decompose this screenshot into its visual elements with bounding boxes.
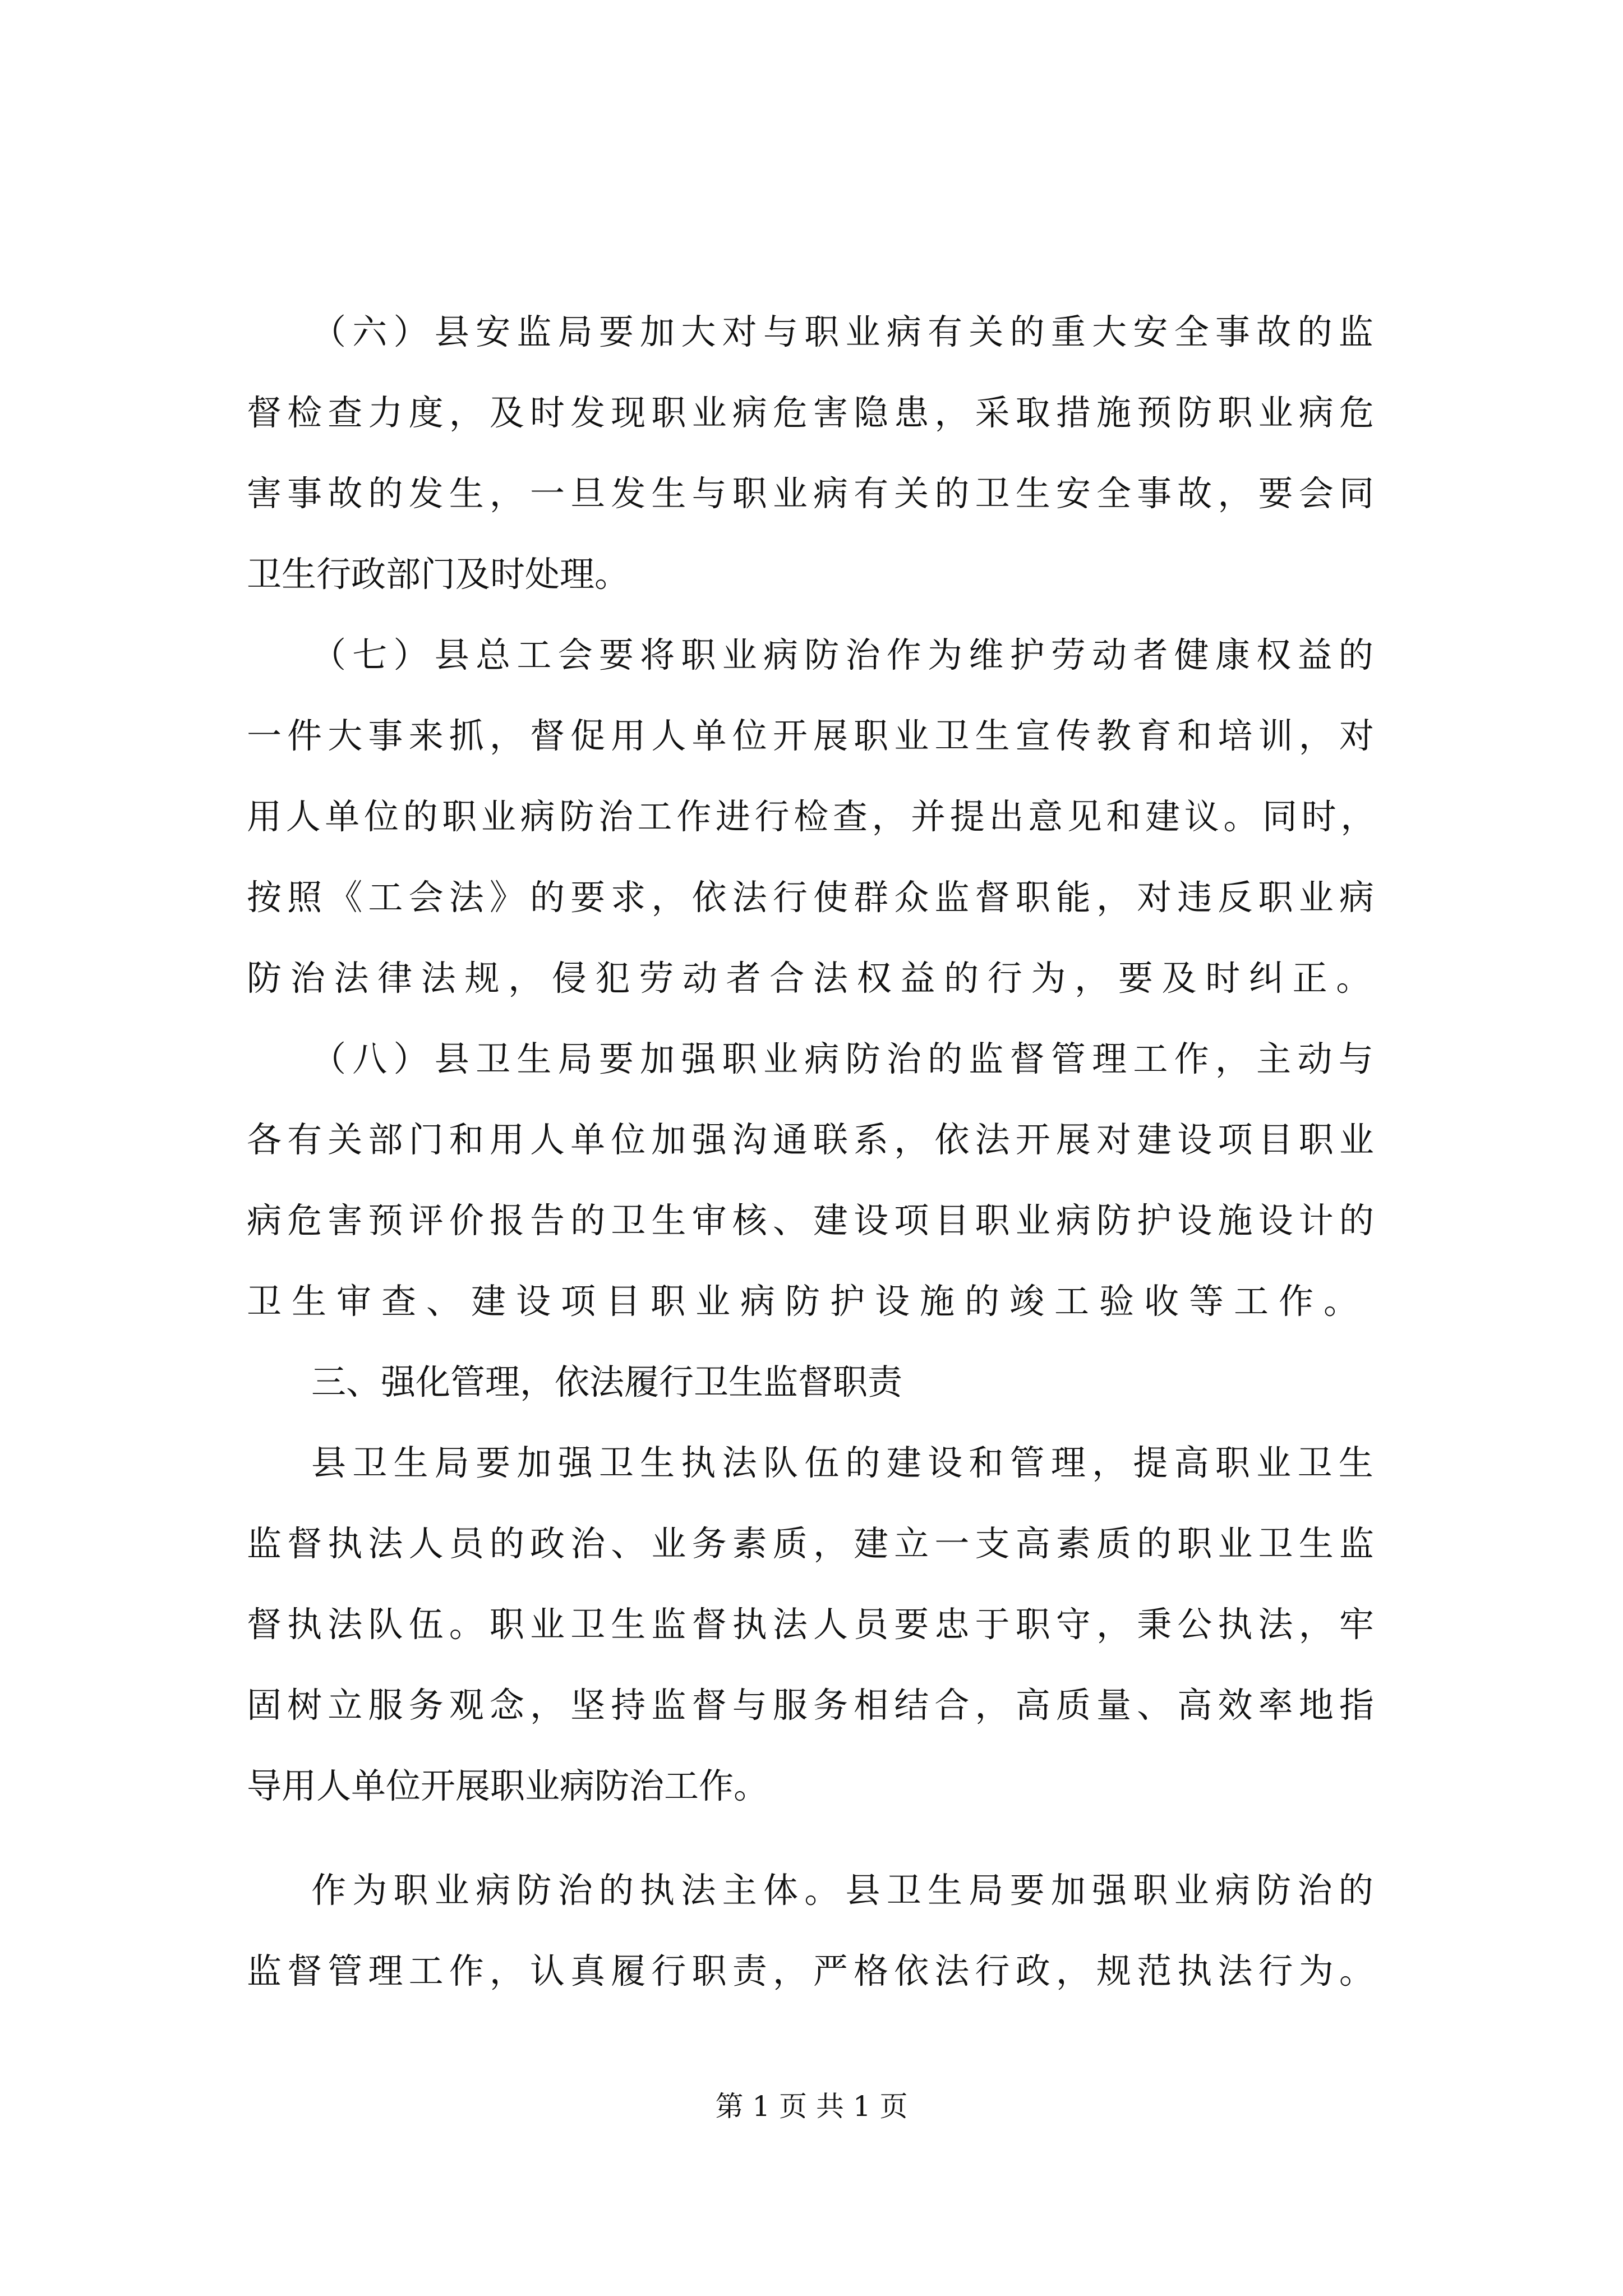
para-7-line-2: 一件大事来抓，督促用人单位开展职业卫生宣传教育和培训，对 <box>247 715 1380 756</box>
para-8-line-3: 病危害预评价报告的卫生审核、建设项目职业病防护设施设计的 <box>247 1200 1380 1241</box>
para-6-line-2: 督检查力度，及时发现职业病危害隐患，采取措施预防职业病危 <box>247 392 1380 433</box>
para-8-line-1: （八）县卫生局要加强职业病防治的监督管理工作，主动与 <box>311 1038 1380 1079</box>
para-6-line-1: （六）县安监局要加大对与职业病有关的重大安全事故的监 <box>311 311 1380 352</box>
page-number-label: 第 1 页 共 1 页 <box>715 2090 908 2123</box>
section-heading-3: 三、强化管理，依法履行卫生监督职责 <box>311 1361 903 1402</box>
para-10-line-2: 监督管理工作，认真履行职责，严格依法行政，规范执法行为。 <box>247 1950 1380 1991</box>
para-8-line-4: 卫生审查、建设项目职业病防护设施的竣工验收等工作。 <box>247 1281 1369 1322</box>
para-7-line-4: 按照《工会法》的要求，依法行使群众监督职能，对违反职业病 <box>247 877 1380 918</box>
para-9-line-2: 监督执法人员的政治、业务素质，建立一支高素质的职业卫生监 <box>247 1523 1380 1564</box>
para-9-line-4: 固树立服务观念，坚持监督与服务相结合，高质量、高效率地指 <box>247 1685 1380 1726</box>
para-10-line-1: 作为职业病防治的执法主体。县卫生局要加强职业病防治的 <box>311 1870 1380 1911</box>
para-7-line-1: （七）县总工会要将职业病防治作为维护劳动者健康权益的 <box>311 634 1380 675</box>
para-9-line-5: 导用人单位开展职业病防治工作。 <box>247 1765 769 1806</box>
para-9-line-1: 县卫生局要加强卫生执法队伍的建设和管理，提高职业卫生 <box>311 1442 1380 1483</box>
para-7-line-3: 用人单位的职业病防治工作进行检查，并提出意见和建议。同时， <box>247 796 1380 837</box>
para-9-line-3: 督执法队伍。职业卫生监督执法人员要忠于职守，秉公执法，牢 <box>247 1604 1380 1645</box>
para-8-line-2: 各有关部门和用人单位加强沟通联系，依法开展对建设项目职业 <box>247 1119 1380 1160</box>
page-footer <box>0 2090 1623 2123</box>
para-7-line-5: 防治法律法规，侵犯劳动者合法权益的行为，要及时纠正。 <box>247 958 1380 999</box>
para-6-line-4: 卫生行政部门及时处理。 <box>247 554 630 595</box>
para-6-line-3: 害事故的发生，一旦发生与职业病有关的卫生安全事故，要会同 <box>247 473 1380 514</box>
